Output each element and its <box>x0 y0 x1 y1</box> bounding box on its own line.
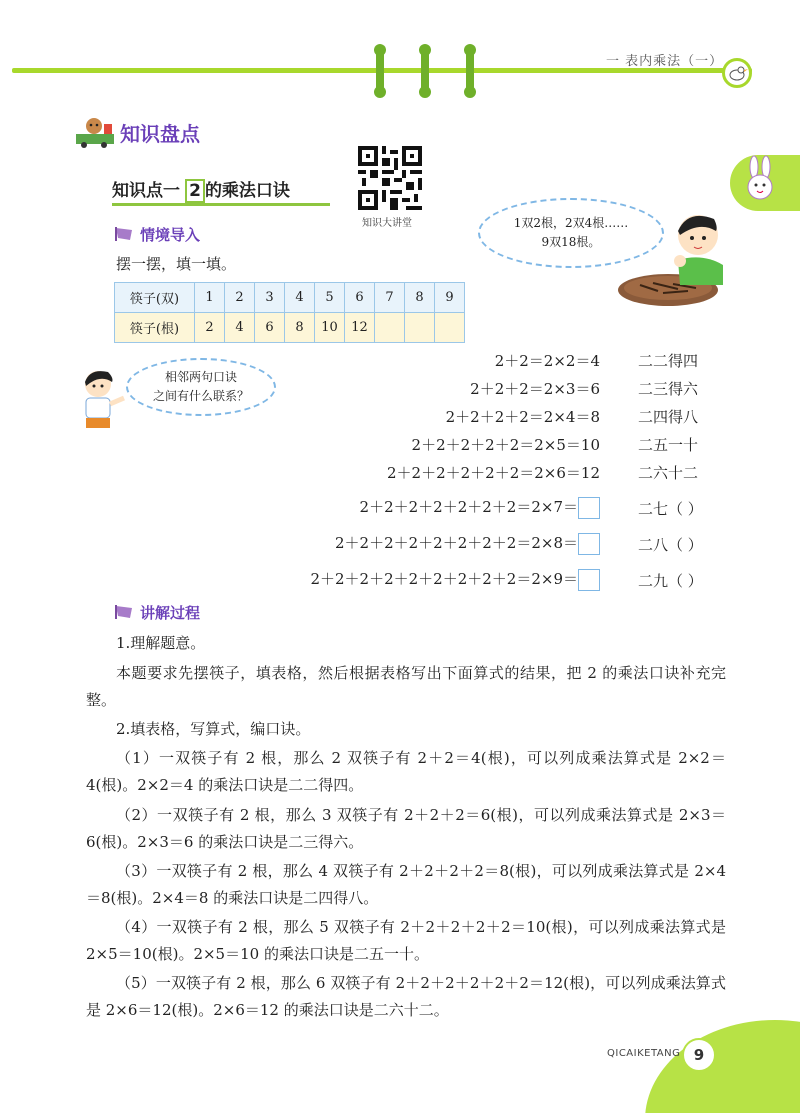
song-text-blank[interactable]: 二七（ ） <box>638 500 703 518</box>
song-text: 二二得四 <box>638 352 699 370</box>
song-text: 二五一十 <box>638 436 699 454</box>
knowledge-point-heading <box>112 176 330 206</box>
step-two: 2.填表格，写算式，编口诀。 <box>116 720 311 738</box>
rabbit-tab <box>730 155 800 211</box>
song-text-blank[interactable]: 二九（ ） <box>638 572 703 590</box>
explain-heading: 讲解过程 <box>140 604 201 622</box>
explain-item: （3）一双筷子有 2 根，那么 4 双筷子有 2＋2＋2＋2＝8(根)，可以列成乘法算式是 2×4＝8(根)。2×4＝8 的乘法口诀是二四得八。 <box>86 862 726 907</box>
table-cell: 2 <box>225 283 255 313</box>
binder-clip <box>376 48 384 94</box>
equation-text: 2＋2＋2＝2×3＝6 <box>470 380 600 398</box>
answer-box[interactable] <box>578 533 600 555</box>
song-text: 二六十二 <box>638 464 699 482</box>
equation <box>310 378 600 406</box>
table-cell: 8 <box>405 283 435 313</box>
brand-text: QICAIKETANG <box>607 1048 681 1059</box>
boy-with-chopsticks-illustration <box>618 205 728 310</box>
pennant-icon <box>114 604 134 620</box>
explain-item: （4）一双筷子有 2 根，那么 5 双筷子有 2＋2＋2＋2＋2＝10(根)，可以列成乘法算式是 2×5＝10(根)。2×5＝10 的乘法口诀是二五一十。 <box>86 918 726 963</box>
explain-item: （1）一双筷子有 2 根，那么 2 双筷子有 2＋2＝4(根)，可以列成乘法算式是 2×2＝4(根)。2×2＝4 的乘法口诀是二二得四。 <box>86 749 726 794</box>
question-bubble <box>126 358 276 416</box>
table-row <box>115 313 465 343</box>
header-title: 一 表内乘法（一） <box>606 54 724 69</box>
qr-caption: 知识大讲堂 <box>362 218 412 229</box>
equation-text: 2＋2＋2＋2＝2×4＝8 <box>445 408 600 426</box>
chopsticks-table <box>114 282 465 343</box>
equation <box>310 568 600 604</box>
table-cell: 1 <box>195 283 225 313</box>
rabbit-icon <box>736 155 786 211</box>
table-cell: 8 <box>285 313 315 343</box>
qr-code[interactable] <box>358 146 422 210</box>
table-input-cell[interactable] <box>435 313 465 343</box>
bird-icon <box>722 58 752 88</box>
question-line: 之间有什么联系？ <box>152 389 249 403</box>
binder-clip <box>421 48 429 94</box>
page-number: 9 <box>682 1038 716 1072</box>
table-cell: 6 <box>255 313 285 343</box>
situation-heading: 情境导入 <box>140 226 201 244</box>
equation <box>310 434 600 462</box>
table-cell: 5 <box>315 283 345 313</box>
table-cell: 6 <box>345 283 375 313</box>
equation-text: 2＋2＋2＋2＋2＋2＋2＋2＝2×8＝ <box>334 534 578 552</box>
knowledge-point-label: 知识点一 <box>112 181 180 201</box>
table-cell: 2 <box>195 313 225 343</box>
row-header-sticks: 筷子(根) <box>115 313 195 343</box>
table-input-cell[interactable] <box>405 313 435 343</box>
speech-line: 1双2根，2双4根…… <box>513 216 629 230</box>
equation <box>310 532 600 568</box>
pennant-icon <box>114 226 134 242</box>
row-header-pairs: 筷子(双) <box>115 283 195 313</box>
explain-item: （2）一双筷子有 2 根，那么 3 双筷子有 2＋2＋2＝6(根)，可以列成乘法算式是 2×3＝6(根)。2×3＝6 的乘法口诀是二三得六。 <box>86 806 726 851</box>
section-title: 知识盘点 <box>120 122 200 146</box>
table-cell: 4 <box>285 283 315 313</box>
equation <box>310 350 600 378</box>
table-cell: 7 <box>375 283 405 313</box>
answer-box[interactable] <box>578 569 600 591</box>
table-input-cell[interactable] <box>375 313 405 343</box>
equation <box>310 406 600 434</box>
equation-text: 2＋2＋2＋2＋2＋2＋2＝2×7＝ <box>359 498 578 516</box>
table-cell: 12 <box>345 313 375 343</box>
table-cell: 9 <box>435 283 465 313</box>
knowledge-point-number: 2 <box>185 179 205 203</box>
table-row <box>115 283 465 313</box>
question-line: 相邻两句口诀 <box>164 370 237 384</box>
equation-text: 2＋2＋2＋2＋2＋2＝2×6＝12 <box>386 464 600 482</box>
equation-text: 2＋2＋2＋2＋2＋2＋2＋2＋2＝2×9＝ <box>310 570 578 588</box>
multiplication-songs <box>638 350 703 604</box>
instruction-text: 摆一摆，填一填。 <box>116 255 237 273</box>
equation <box>310 462 600 496</box>
equation-list <box>310 350 600 604</box>
binder-clip <box>466 48 474 94</box>
equation-text: 2＋2＝2×2＝4 <box>494 352 600 370</box>
footer-decoration <box>645 1020 800 1113</box>
knowledge-point-topic: 的乘法口诀 <box>204 181 290 201</box>
table-cell: 3 <box>255 283 285 313</box>
task-paragraph: 本题要求先摆筷子，填表格，然后根据表格写出下面算式的结果，把 2 的乘法口诀补充完整。 <box>86 664 726 709</box>
song-text: 二三得六 <box>638 380 699 398</box>
song-text-blank[interactable]: 二八（ ） <box>638 536 703 554</box>
step-one: 1.理解题意。 <box>116 634 206 652</box>
cartoon-train-icon <box>74 116 116 148</box>
song-text: 二四得八 <box>638 408 699 426</box>
equation <box>310 496 600 532</box>
table-cell: 10 <box>315 313 345 343</box>
answer-box[interactable] <box>578 497 600 519</box>
equation-text: 2＋2＋2＋2＋2＝2×5＝10 <box>411 436 600 454</box>
boy-thinking-illustration <box>70 368 128 430</box>
speech-line: 9双18根。 <box>541 235 601 249</box>
explain-item: （5）一双筷子有 2 根，那么 6 双筷子有 2＋2＋2＋2＋2＋2＝12(根)，可以列成乘法算式是 2×6＝12(根)。2×6＝12 的乘法口诀是二六十二。 <box>86 974 726 1019</box>
table-cell: 4 <box>225 313 255 343</box>
